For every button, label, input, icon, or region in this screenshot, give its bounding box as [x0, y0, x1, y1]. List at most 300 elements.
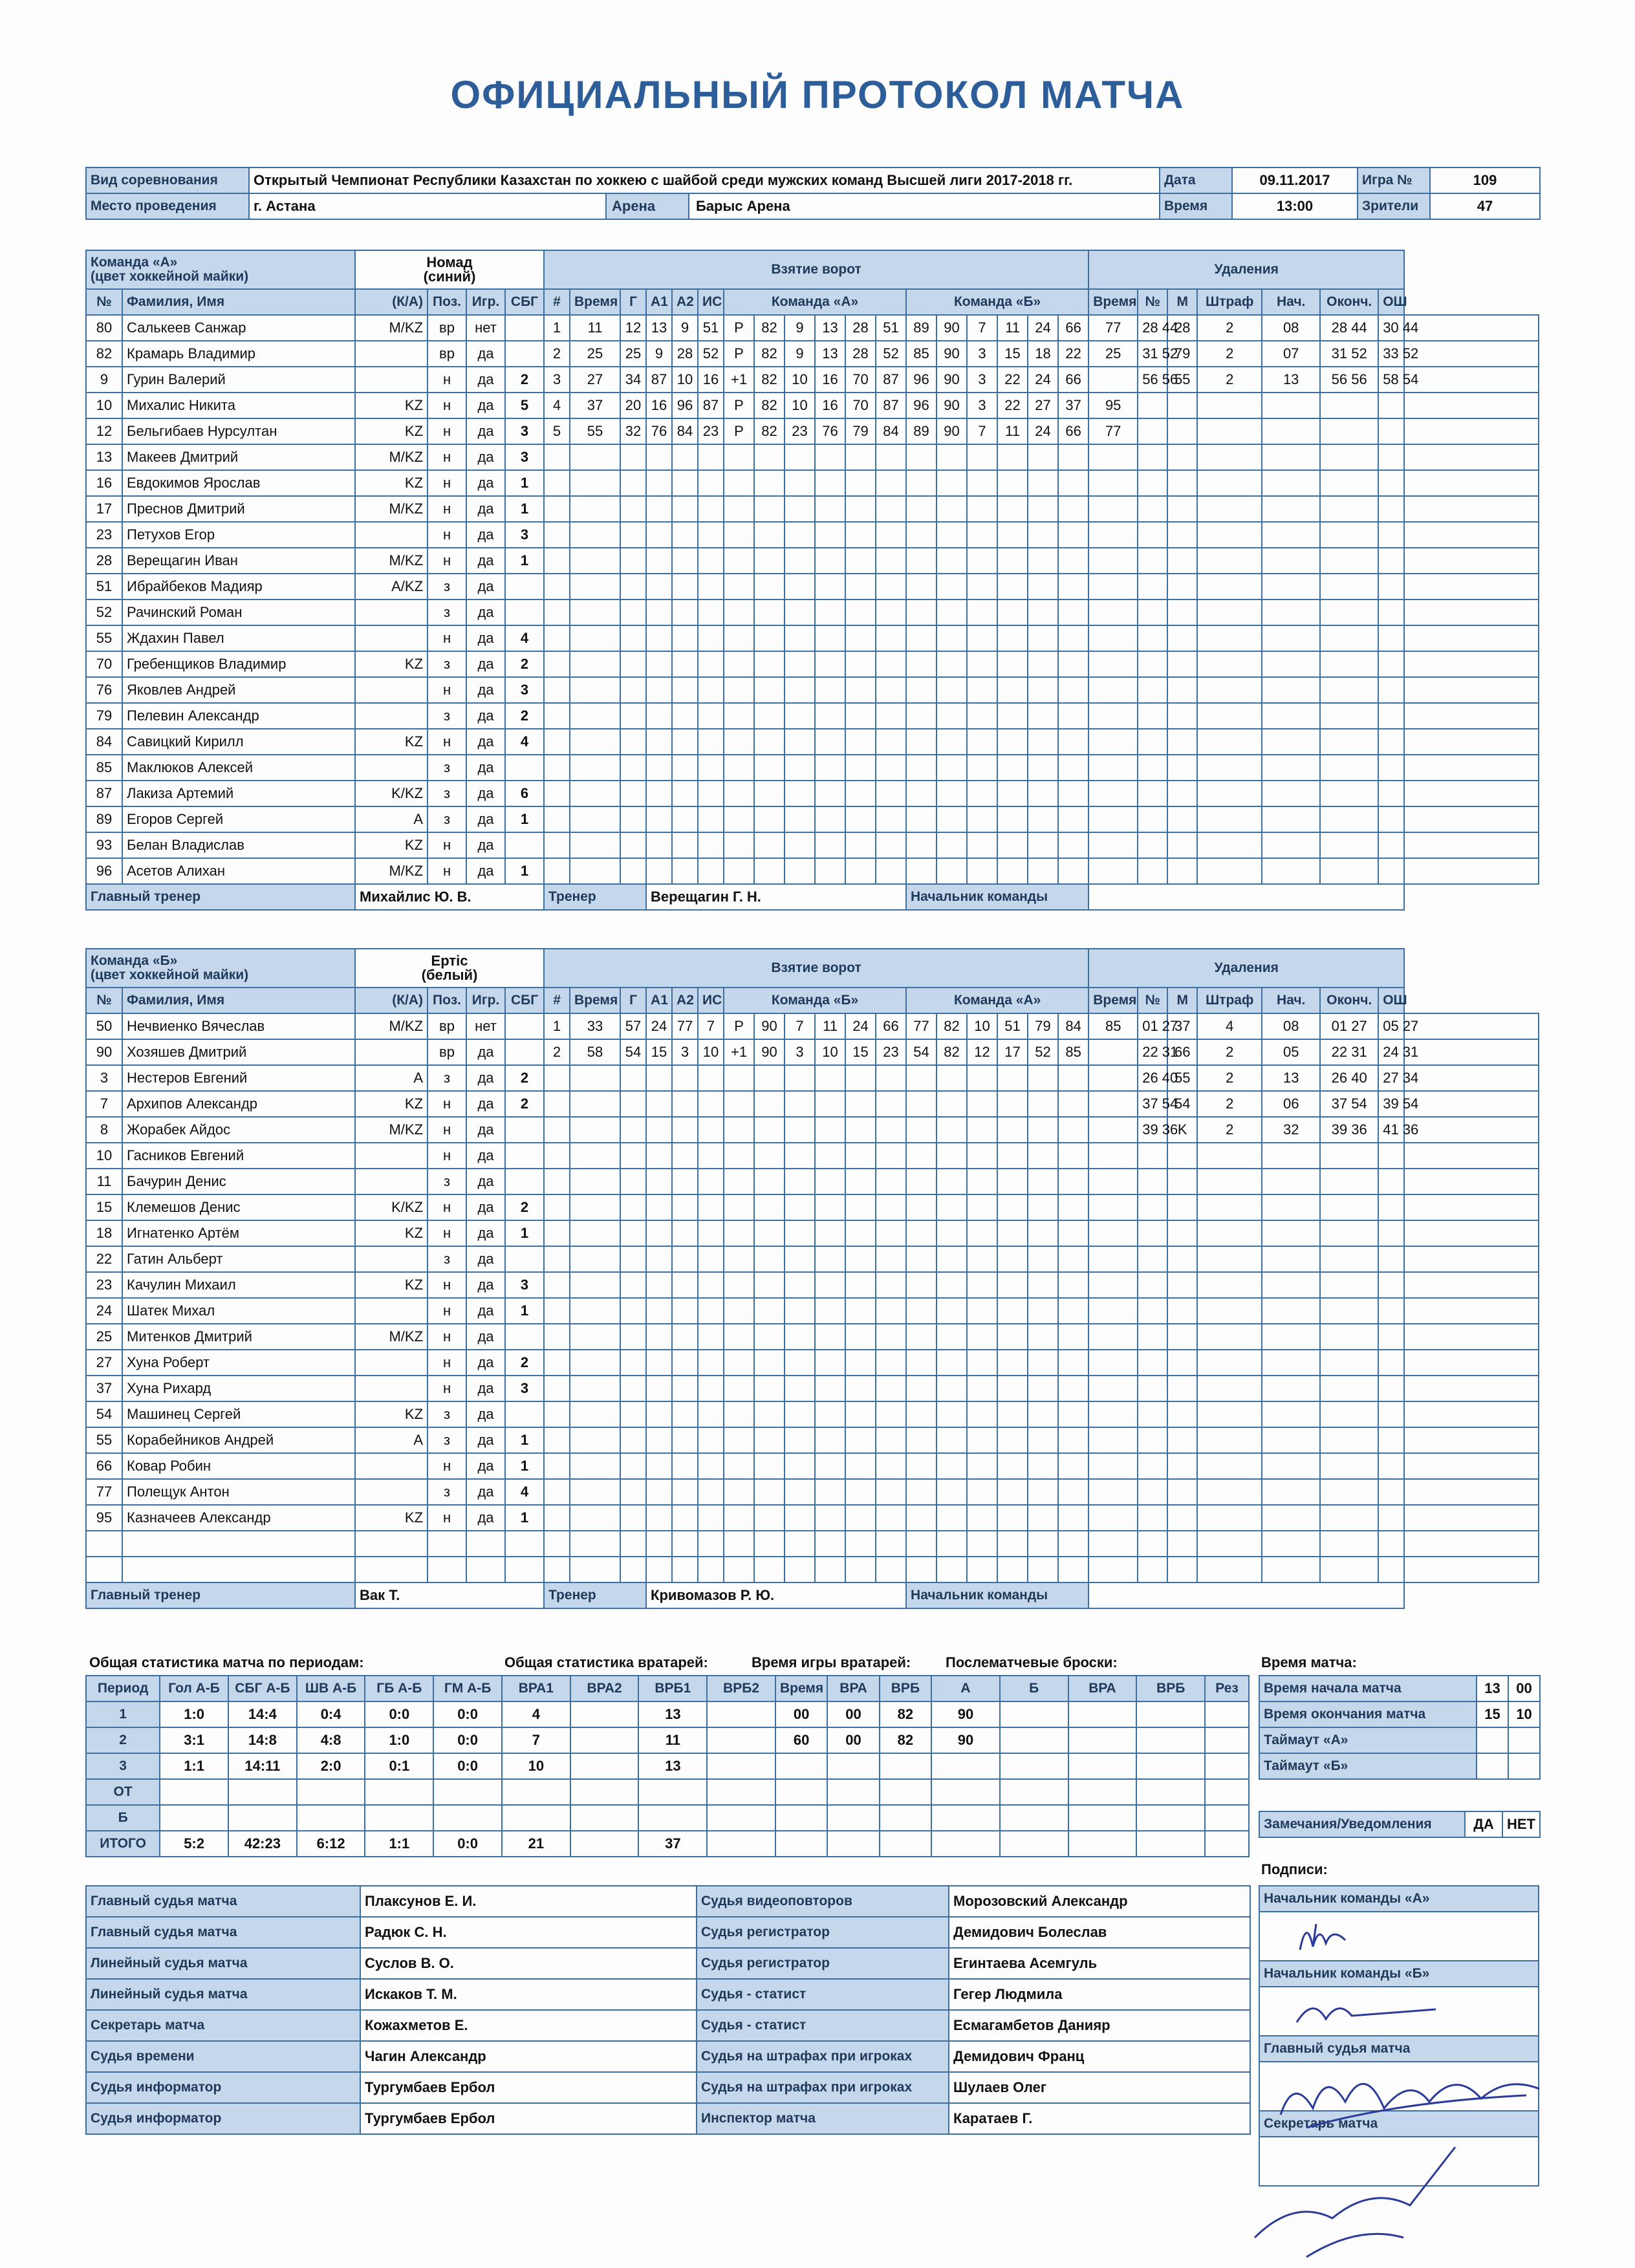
goal-cell	[1058, 1505, 1088, 1531]
stats-cell	[1000, 1753, 1068, 1779]
goal-cell	[724, 1065, 754, 1091]
player-number: 16	[86, 470, 122, 496]
official-role: Линейный судья матча	[86, 1948, 360, 1979]
goal-cell	[997, 1298, 1028, 1324]
goal-cell	[724, 1117, 754, 1143]
player-position: н	[428, 677, 466, 703]
player-sbg: 2	[505, 703, 544, 729]
pen-end	[1378, 548, 1404, 574]
pen-osh	[1404, 1479, 1539, 1505]
goal-cell	[937, 1298, 967, 1324]
player-name: Пелевин Александр	[122, 703, 355, 729]
official-role: Судья информатор	[86, 2072, 360, 2103]
goal-cell	[672, 1453, 698, 1479]
col-header: Фамилия, Имя	[122, 289, 355, 315]
goal-cell	[544, 1479, 570, 1505]
stats-cell: 82	[880, 1727, 931, 1753]
player-name: Хуна Роберт	[122, 1350, 355, 1376]
goal-cell	[845, 1117, 876, 1143]
goal-cell	[620, 806, 646, 832]
goal-cell	[1058, 1065, 1088, 1091]
goal-cell	[876, 1272, 906, 1298]
goal-cell	[646, 1065, 672, 1091]
goal-cell	[544, 781, 570, 806]
pen-time	[1138, 1169, 1167, 1194]
goal-cell	[1058, 1453, 1088, 1479]
player-number: 90	[86, 1039, 122, 1065]
goal-cell	[967, 1401, 997, 1427]
goal-cell: 25	[1088, 341, 1138, 367]
player-number: 8	[86, 1117, 122, 1143]
pen-player	[1167, 651, 1197, 677]
goal-cell	[570, 1143, 620, 1169]
goal-cell	[672, 1531, 698, 1557]
spectators-value: 47	[1430, 193, 1540, 219]
goal-cell	[1088, 1479, 1138, 1505]
goal-cell	[937, 625, 967, 651]
player-played: да	[466, 1194, 505, 1220]
goal-cell	[724, 832, 754, 858]
goal-cell	[815, 599, 845, 625]
goal-cell	[967, 1091, 997, 1117]
player-played: да	[466, 1453, 505, 1479]
official-name: Искаков Т. М.	[360, 1979, 697, 2010]
player-name: Ждахин Павел	[122, 625, 355, 651]
goal-cell	[815, 574, 845, 599]
goal-cell	[620, 1065, 646, 1091]
player-played: нет	[466, 315, 505, 341]
goal-cell	[754, 677, 785, 703]
pen-start	[1320, 651, 1378, 677]
table-row	[86, 1376, 1539, 1401]
pen-minutes	[1197, 755, 1262, 781]
goal-cell: 84	[1058, 1013, 1088, 1039]
goal-cell	[672, 1401, 698, 1427]
goal-cell	[967, 1376, 997, 1401]
goal-cell	[967, 1220, 997, 1246]
signatures-title: Подписи:	[1261, 1861, 1328, 1877]
goal-cell	[845, 444, 876, 470]
place-label: Место проведения	[86, 193, 249, 219]
stats-cell	[931, 1831, 1000, 1857]
player-played: да	[466, 599, 505, 625]
goal-cell: 13	[815, 315, 845, 341]
player-status: A	[355, 806, 428, 832]
goal-cell	[997, 1427, 1028, 1453]
player-position	[428, 1557, 466, 1582]
game-value: 109	[1430, 167, 1540, 193]
goal-cell	[1058, 1557, 1088, 1582]
stats-cell	[570, 1727, 639, 1753]
goal-cell	[876, 1324, 906, 1350]
goal-cell	[724, 496, 754, 522]
goal-cell	[1028, 1376, 1058, 1401]
player-played: да	[466, 1401, 505, 1427]
goal-cell	[544, 1143, 570, 1169]
pen-osh	[1404, 858, 1539, 884]
goal-cell	[967, 1479, 997, 1505]
goal-cell	[672, 1298, 698, 1324]
pen-code	[1262, 1479, 1320, 1505]
goal-cell	[754, 755, 785, 781]
goal-cell	[724, 1324, 754, 1350]
goal-cell	[672, 651, 698, 677]
col-header: Команда «Б»	[906, 289, 1088, 315]
table-row	[86, 1272, 1539, 1298]
goal-cell	[937, 806, 967, 832]
stats-col-header: ВРА	[1068, 1676, 1137, 1701]
goal-cell: 89	[906, 315, 937, 341]
player-status	[355, 755, 428, 781]
player-status: KZ	[355, 1220, 428, 1246]
table-row	[86, 393, 1539, 418]
pen-player	[1167, 1272, 1197, 1298]
pen-start	[1320, 1505, 1378, 1531]
goal-cell	[1058, 1143, 1088, 1169]
stats-cell	[1000, 1831, 1068, 1857]
goal-cell: 82	[937, 1039, 967, 1065]
goal-cell	[815, 1091, 845, 1117]
stats-cell	[1000, 1779, 1068, 1805]
goal-cell: P	[724, 1013, 754, 1039]
goal-cell	[845, 677, 876, 703]
goal-cell	[906, 548, 937, 574]
player-name: Белан Владислав	[122, 832, 355, 858]
goal-cell	[620, 1143, 646, 1169]
goal-cell: 87	[876, 393, 906, 418]
player-sbg: 6	[505, 781, 544, 806]
col-header: А2	[672, 988, 698, 1013]
pen-player: 66	[1167, 1039, 1197, 1065]
goal-cell	[754, 1220, 785, 1246]
pen-minutes: 2	[1197, 1117, 1262, 1143]
goal-cell: 77	[1088, 418, 1138, 444]
place-value: г. Астана	[254, 198, 316, 214]
player-status	[355, 367, 428, 393]
goal-cell	[1088, 755, 1138, 781]
goal-cell	[1028, 832, 1058, 858]
pen-end	[1378, 1453, 1404, 1479]
pen-end	[1378, 496, 1404, 522]
pen-time	[1138, 755, 1167, 781]
goal-cell	[672, 677, 698, 703]
goal-cell	[967, 496, 997, 522]
goal-cell: 82	[937, 1013, 967, 1039]
goal-cell	[1088, 1376, 1138, 1401]
goal-cell: 90	[937, 341, 967, 367]
teamA-coach: Михайлис Ю. В.	[355, 884, 544, 910]
col-header: Штраф	[1197, 988, 1262, 1013]
goal-cell	[570, 548, 620, 574]
goal-cell	[815, 1376, 845, 1401]
player-number: 80	[86, 315, 122, 341]
goal-cell	[698, 703, 724, 729]
goal-cell: 79	[845, 418, 876, 444]
goal-cell	[544, 832, 570, 858]
player-status	[355, 1298, 428, 1324]
player-position: вр	[428, 341, 466, 367]
goal-cell	[997, 574, 1028, 599]
teamA-jersey-label: (цвет хоккейной майки)	[91, 269, 249, 284]
pen-minutes: 4	[1197, 1013, 1262, 1039]
player-played: да	[466, 625, 505, 651]
player-sbg	[505, 1324, 544, 1350]
timeout-b-label: Таймаут «Б»	[1259, 1753, 1477, 1779]
player-number: 54	[86, 1401, 122, 1427]
table-row	[86, 2103, 1250, 2134]
pen-osh	[1404, 1039, 1539, 1065]
goal-cell	[620, 574, 646, 599]
player-name: Ибрайбеков Мадияр	[122, 574, 355, 599]
player-played: да	[466, 1298, 505, 1324]
goal-cell: 7	[967, 315, 997, 341]
player-number: 82	[86, 341, 122, 367]
goal-cell	[544, 1557, 570, 1582]
goal-cell: 33	[570, 1013, 620, 1039]
player-position: вр	[428, 315, 466, 341]
goal-cell	[876, 574, 906, 599]
official-role: Главный судья матча	[86, 1886, 360, 1917]
goal-cell	[646, 470, 672, 496]
goal-cell	[544, 1427, 570, 1453]
goal-cell	[967, 1065, 997, 1091]
stats-cell: 1:0	[365, 1727, 433, 1753]
pen-end	[1378, 677, 1404, 703]
goal-cell	[845, 806, 876, 832]
goal-cell	[724, 1427, 754, 1453]
goal-cell	[754, 599, 785, 625]
pen-time	[1138, 1298, 1167, 1324]
pen-end	[1378, 1401, 1404, 1427]
player-sbg: 1	[505, 1453, 544, 1479]
goal-cell	[845, 625, 876, 651]
pen-osh	[1404, 341, 1539, 367]
goal-cell	[1028, 548, 1058, 574]
goal-cell	[754, 496, 785, 522]
goal-cell	[672, 1143, 698, 1169]
pen-start	[1320, 444, 1378, 470]
stats-cell	[1136, 1727, 1205, 1753]
goal-cell	[698, 1220, 724, 1246]
goal-cell: 51	[876, 315, 906, 341]
goal-cell: P	[724, 341, 754, 367]
teamB-table	[85, 948, 1539, 1609]
pen-end	[1378, 1479, 1404, 1505]
goal-cell	[698, 1143, 724, 1169]
pen-osh	[1404, 703, 1539, 729]
goal-cell	[620, 677, 646, 703]
pen-start	[1320, 781, 1378, 806]
player-name: Митенков Дмитрий	[122, 1324, 355, 1350]
col-header: Игр.	[466, 289, 505, 315]
goal-cell	[815, 1117, 845, 1143]
goal-cell	[544, 1246, 570, 1272]
goal-cell	[1088, 625, 1138, 651]
goal-cell	[646, 574, 672, 599]
pen-time	[1138, 806, 1167, 832]
player-name: Михалис Никита	[122, 393, 355, 418]
stats-col-header: ШВ А-Б	[297, 1676, 365, 1701]
goal-cell	[620, 755, 646, 781]
goal-cell: P	[724, 418, 754, 444]
pen-end	[1378, 470, 1404, 496]
player-number: 28	[86, 548, 122, 574]
goal-cell	[906, 677, 937, 703]
goal-cell	[570, 1350, 620, 1376]
player-sbg	[505, 1169, 544, 1194]
goal-cell	[815, 1065, 845, 1091]
goal-cell	[544, 470, 570, 496]
goal-cell	[754, 1298, 785, 1324]
goal-cell	[620, 1194, 646, 1220]
stats-cell	[775, 1753, 827, 1779]
goal-cell	[1028, 1272, 1058, 1298]
goal-cell	[620, 651, 646, 677]
pen-osh	[1404, 1427, 1539, 1453]
pen-osh	[1404, 1505, 1539, 1531]
goal-cell	[967, 1531, 997, 1557]
goal-cell	[1058, 1531, 1088, 1557]
goal-cell: 10	[785, 393, 815, 418]
goal-cell	[1028, 444, 1058, 470]
pen-player	[1167, 625, 1197, 651]
pen-minutes	[1197, 444, 1262, 470]
goal-cell	[997, 1169, 1028, 1194]
goal-cell: 57	[620, 1013, 646, 1039]
goal-cell	[997, 1246, 1028, 1272]
goal-cell	[698, 548, 724, 574]
stats-col-header: Гол А-Б	[160, 1676, 228, 1701]
place-arena-cell	[249, 193, 1160, 219]
goal-cell	[698, 470, 724, 496]
goal-cell	[1028, 703, 1058, 729]
pen-end	[1378, 1246, 1404, 1272]
table-row	[86, 1779, 1249, 1805]
stats-cell: 14:4	[228, 1701, 297, 1727]
player-sbg: 1	[505, 806, 544, 832]
goal-cell	[876, 1220, 906, 1246]
goal-cell	[1088, 781, 1138, 806]
goal-cell	[876, 444, 906, 470]
player-position: н	[428, 522, 466, 548]
goal-cell	[1088, 1453, 1138, 1479]
goal-cell	[967, 832, 997, 858]
goal-cell	[845, 651, 876, 677]
pen-time	[1138, 1479, 1167, 1505]
player-number: 10	[86, 1143, 122, 1169]
stats-cell	[707, 1779, 775, 1805]
stats-cell: 4	[502, 1701, 570, 1727]
pen-minutes	[1197, 1298, 1262, 1324]
pen-minutes	[1197, 1220, 1262, 1246]
pen-minutes	[1197, 1557, 1262, 1582]
goal-cell	[815, 1557, 845, 1582]
goal-cell	[1088, 367, 1138, 393]
player-name: Клемешов Денис	[122, 1194, 355, 1220]
player-sbg: 2	[505, 1350, 544, 1376]
col-header: ОШ	[1378, 988, 1404, 1013]
goal-cell	[698, 1350, 724, 1376]
pen-code: 13	[1262, 367, 1320, 393]
goal-cell	[937, 729, 967, 755]
goal-cell	[815, 1194, 845, 1220]
teamB-name: Ертіс	[431, 953, 468, 969]
goal-cell: 51	[997, 1013, 1028, 1039]
goal-cell	[754, 1531, 785, 1557]
player-sbg	[505, 1246, 544, 1272]
table-row	[86, 755, 1539, 781]
goal-cell	[997, 1194, 1028, 1220]
player-played: да	[466, 1324, 505, 1350]
player-sbg: 3	[505, 418, 544, 444]
goal-cell: 22	[997, 393, 1028, 418]
goal-cell	[544, 625, 570, 651]
goal-cell	[937, 599, 967, 625]
notes-yes: ДА	[1465, 1811, 1502, 1837]
goal-cell	[724, 729, 754, 755]
goal-cell	[1088, 1246, 1138, 1272]
goal-cell	[1028, 1117, 1058, 1143]
goal-cell	[754, 858, 785, 884]
col-header: Поз.	[428, 988, 466, 1013]
goal-cell	[620, 1272, 646, 1298]
goal-cell	[698, 1531, 724, 1557]
player-number: 7	[86, 1091, 122, 1117]
goal-cell	[997, 858, 1028, 884]
teamA-pen-title: Удаления	[1088, 250, 1404, 289]
player-number: 66	[86, 1453, 122, 1479]
goal-cell	[845, 1298, 876, 1324]
goal-cell	[876, 832, 906, 858]
goal-cell	[906, 1453, 937, 1479]
goal-cell	[845, 496, 876, 522]
goal-cell	[967, 1169, 997, 1194]
goal-cell	[620, 599, 646, 625]
pen-minutes	[1197, 858, 1262, 884]
pen-start	[1320, 1557, 1378, 1582]
table-row	[86, 1143, 1539, 1169]
goal-cell: 10	[698, 1039, 724, 1065]
player-number: 10	[86, 393, 122, 418]
player-position: н	[428, 393, 466, 418]
pen-time: 28 44	[1138, 315, 1167, 341]
goal-cell: P	[724, 315, 754, 341]
pen-time	[1138, 1505, 1167, 1531]
goal-cell	[1028, 1401, 1058, 1427]
goal-cell	[646, 1298, 672, 1324]
pen-minutes	[1197, 1194, 1262, 1220]
pen-player	[1167, 1505, 1197, 1531]
goal-cell	[754, 1194, 785, 1220]
official-role: Судья информатор	[86, 2103, 360, 2134]
stats-cell	[880, 1753, 931, 1779]
table-row	[86, 1427, 1539, 1453]
goal-cell	[754, 1453, 785, 1479]
stats-cell	[297, 1805, 365, 1831]
stats-col-header: Рез	[1205, 1676, 1249, 1701]
pen-time	[1138, 548, 1167, 574]
goal-cell: 85	[1088, 1013, 1138, 1039]
goal-cell	[544, 858, 570, 884]
goal-cell	[698, 1453, 724, 1479]
goal-cell	[620, 548, 646, 574]
goal-cell: 52	[876, 341, 906, 367]
stats-cell	[1205, 1727, 1249, 1753]
goal-cell: 27	[570, 367, 620, 393]
stats-col-header: Период	[86, 1676, 160, 1701]
goal-cell	[544, 755, 570, 781]
pen-time: 56 56	[1138, 367, 1167, 393]
